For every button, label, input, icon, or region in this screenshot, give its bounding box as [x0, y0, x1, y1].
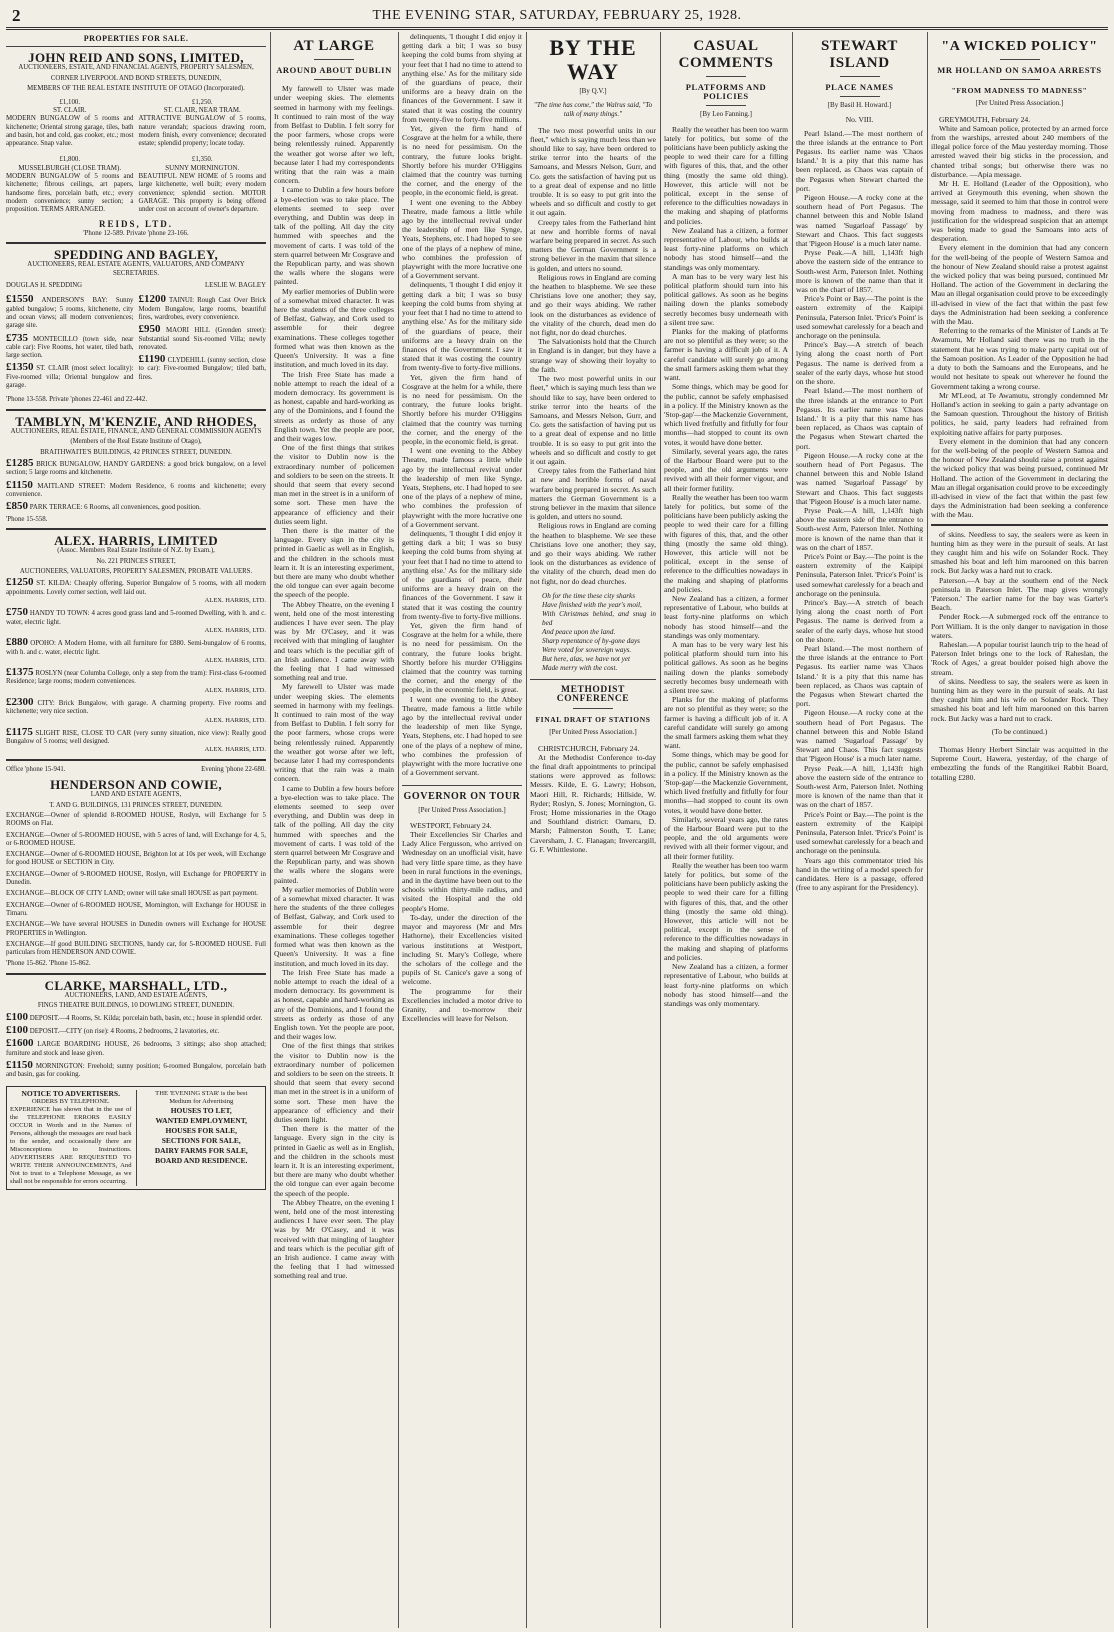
paragraph: A man has to be very wary lest his political platform should turn into his political gallows. As soon as he begins nailing down the planks somebody secretly becomes busy underneath with a silent tree saw.: [664, 639, 788, 695]
firm-phones: 'Phone 12-589. Private 'phone 23-166.: [83, 229, 189, 237]
paragraph: Prince's Bay.—A stretch of beach lying along the coast north of Port Pegasus. The name is derived from a sealer of the early days, whose hut stood on the shore.: [796, 340, 923, 387]
classifieds-section: [6, 32, 266, 1628]
byline: [By Leo Fanning.]: [700, 110, 752, 119]
masthead-rule: [6, 27, 1108, 28]
paragraph: Religious rows in England are coming the heathen to blaspheme. We see these Christians love one another; they say, and go their ways abiding. We rather look on the disturbances as evidence of the vitality of the church, dead men do not fight, nor do dead churches.: [530, 272, 656, 338]
exchange-listing: EXCHANGE—Owner of 5-ROOMED HOUSE, with 5 acres of land, will Exchange for 4, 5, or 6-ROOMED HOUSE.: [6, 831, 266, 847]
ad-text: MAITLAND STREET: Modern Residence, 6 rooms and kitchenette; every convenience.: [6, 482, 266, 498]
firm-footer: REIDS, LTD.: [99, 219, 173, 230]
column-divider: [398, 32, 399, 1628]
divider: [6, 528, 266, 530]
ad-category: HOUSES FOR SALE,: [165, 1125, 237, 1135]
property-ad: [6, 1026, 266, 1036]
series-number: No. VIII.: [845, 115, 874, 125]
property-ad: [6, 725, 266, 755]
ad-price: £1550: [6, 293, 34, 306]
ad-price: £1,100.: [59, 98, 81, 106]
ad-text: SLIGHT RISE, CLOSE TO CAR (very sunny situation, nice view): Really good Bungalow of 5 rooms; well designed.: [6, 729, 266, 746]
article-title: STEWART ISLAND: [820, 38, 899, 71]
property-ad: [6, 295, 134, 330]
paragraph: delinquents, 'I thought I did enjoy it getting dark a bit; I was so busy keeping the cold bums from shying at your feet that I had no time to attend to anything else.' As for the military side of the guardians of peace, their uniforms are a heavy drain on the finances of the Government. I saw it stated that it was costing the country from twenty-five to forty-five millions.: [402, 32, 522, 124]
article-subtitle: PLATFORMS AND POLICIES: [685, 82, 767, 102]
firm-line: AUCTIONEERS, VALUATORS, PROPERTY SALESMEN, PROBATE VALUERS.: [19, 568, 253, 576]
paragraph: Pryse Peak.—A hill, 1,143ft high above the eastern side of the entrance to South-west Arm, Paterson Inlet. Nothing more is known of the name than that it was on the chart of 1857.: [796, 763, 923, 810]
paragraph: New Zealand has a citizen, a former representative of Labour, who builds at least forty-nine platforms on which nobody has stood himself—and the standings was only momentary.: [664, 593, 788, 640]
paragraph: Every element in the dominion that had any concern for the well-being of the people of Western Samoa and the honour of New Zealand should raise a protest against the wicked policy that was being pursued, continued Mr Holland. The action of the Government in declaring the Mau an illegal organisation could prove to be exceedingly ill-advised in view of the fact that within the past few days the Administration had been seeking a conference with the Mau.: [931, 436, 1108, 520]
ad-price: £950: [138, 323, 161, 336]
ad-price: £1600: [6, 1037, 34, 1050]
property-ad: [6, 1039, 266, 1058]
ad-text: MONTECILLO (town side, near cable car): Five Rooms, hot water, tiled bath, large section.: [6, 335, 134, 360]
ad-text: LARGE BOARDING HOUSE, 26 bedrooms, 3 sittings; also shop attached; furniture and stock and lease given.: [6, 1041, 266, 1057]
dateline: WESTPORT, February 24.: [410, 820, 492, 830]
paragraph: To-day, under the direction of the mayor and mayoress (Mr and Mrs Hathorne), their Excellencies visited various institutions at Westport, including St. Mary's College, where the scholars of the college and the pupils of St. Canice's gave a song of welcome.: [402, 912, 522, 987]
paragraph: The Abbey Theatre, on the evening I went, held one of the most interesting audiences I have ever seen. The play was by Mr O'Casey, and it was received with that mingling of laughter and tears which is the peculiar gift of an Irish audience. I came away with the feeling that I had witnessed something real and true.: [274, 1197, 394, 1281]
article-title: "A WICKED POLICY": [941, 39, 1098, 54]
ad-price: £750: [6, 606, 28, 619]
article-title: AT LARGE: [293, 38, 375, 54]
ad-text: BRICK BUNGALOW, HANDY GARDENS: a good brick bungalow, on a level section; 5 large rooms and kitchenette.: [6, 461, 266, 477]
firm-name: HENDERSON AND COWIE,: [50, 776, 222, 792]
divider: [6, 409, 266, 411]
exchange-listing: EXCHANGE—BLOCK OF CITY LAND; owner will take small HOUSE as part payment.: [6, 890, 258, 898]
paragraph: Similarly, several years ago, the rates of the Harbour Board were put to the people, and the old arguments were revived with all their former vigour, and all their former futility.: [664, 814, 788, 861]
paragraph: Years ago this commentator tried his hand in the writing of a model speech for candidates. Here is a passage, offered (free to any aspirant for the Presidency).: [796, 855, 923, 893]
paragraph: I went one evening to the Abbey Theatre, made famous a little while ago by the intellectual revival under the leadership of men like Synge, Yeats, Stephens, etc. I had hoped to see one of the plays of a nephew of mine, who combines the profession of playwright with the more lucrative one of a Government servant.: [402, 694, 522, 778]
article-subtitle: FINAL DRAFT OF STATIONS: [535, 715, 651, 725]
property-ad: [139, 99, 267, 149]
ad-price: £1175: [6, 725, 33, 738]
paragraph: New Zealand has a citizen, a former representative of Labour, who builds at least forty-nine platforms on which nobody has stood himself—and the standings was only momentary.: [664, 962, 788, 1008]
column-divider: [660, 32, 661, 1628]
partner-name: LESLIE W. BAGLEY: [205, 282, 266, 290]
poem-line: Made merry with the cost.: [542, 663, 618, 672]
poem-line: Sharp repentance of by-gone days: [542, 636, 640, 645]
article-title: CASUAL COMMENTS: [678, 38, 774, 71]
firm-spedding: [6, 247, 266, 405]
paragraph: Pryse Peak.—A hill, 1,143ft high above the eastern side of the entrance to South-west Arm, Paterson Inlet. Nothing more is known of the name than that it was on the chart of 1857.: [796, 505, 923, 552]
ad-agent: ALEX. HARRIS, LTD.: [204, 686, 266, 694]
notice-title: NOTICE TO ADVERTISERS.: [21, 1088, 120, 1098]
paragraph: Really the weather has been too warm lately for politics, but some of the politicians have been publicly asking the people to wed their care for a filling with figures of this, that, and the other thing (mostly the same old thing). However, this article will not be political, except in the sense of reference to the difficulties nowadays in the making and shaping of platforms and policies.: [664, 860, 788, 962]
article-stewart-island: [796, 32, 923, 1628]
ad-price: £1,350.: [191, 156, 213, 164]
article-by-the-way: [530, 32, 656, 1628]
paragraph: I came to Dublin a few hours before a bye-election was to take place. The elements seemed to seep over everything, and Dublin was deep in talk of the polling. All day the city hummed with speeches and the movement of carts. I was told of the stern quarrel between Mr Cosgrave and the Republican party, and was shown the walls where the slogans were painted.: [274, 185, 394, 287]
property-ad: [139, 325, 267, 352]
exchange-listing: EXCHANGE—If good BUILDING SECTIONS, handy car, for 5-ROOMED HOUSE. Full particulars from HENDERSON AND COWIE.: [6, 940, 266, 957]
property-ad: [6, 502, 266, 512]
ad-price: £1150: [6, 1059, 33, 1072]
paragraph: Pender Rock.—A submerged rock off the entrance to Port William. It is the only danger to navigation in those waters.: [931, 612, 1108, 640]
column-divider: [270, 32, 271, 1628]
newspaper-title: THE EVENING STAR, SATURDAY, FEBRUARY 25, 1928.: [372, 8, 742, 23]
paragraph: Really the weather has been too warm lately for politics, but some of the politicians have been publicly asking the people to wed their care for a filling with figures of this, that, and the other thing (mostly the same old thing). However, this article will not be political, except in the sense of reference to the difficulties nowadays in the making and shaping of platforms and policies.: [664, 124, 788, 226]
firm-phones: 'Phone 13-558. Private 'phones 22-461 and 22-442.: [6, 396, 148, 404]
press-association: [Per United Press Association.]: [418, 805, 506, 814]
property-ad: [6, 608, 266, 635]
exchange-listing: EXCHANGE—Owner of 9-ROOMED HOUSE, Roslyn, will Exchange for PROPERTY in Dunedin.: [6, 870, 266, 887]
property-ad: [6, 459, 266, 478]
notice-to-advertisers: [10, 1090, 132, 1186]
property-ad: [6, 695, 266, 725]
ad-price: £1,250.: [191, 98, 213, 106]
property-ad: [139, 295, 267, 322]
paragraph: New Zealand has a citizen, a former representative of Labour, who builds at least forty-nine platforms on which nobody has stood himself—and the standings was only momentary.: [664, 225, 788, 272]
ad-price: £1375: [6, 666, 34, 679]
paragraph: Creepy tales from the Fatherland hint at new and horrible forms of naval warfare being prepared in secret. As such matters the German Government is a strong believer in the maxim that silence is golden, and utters no sound.: [530, 217, 656, 273]
ad-text: CLYDEHILL (sunny section, close to car): Five-roomed Bungalow; tiled bath, fires.: [138, 357, 266, 381]
paragraph: Pigeon House.—A rocky cone at the southern head of Port Pegasus. The channel between this and Noble Island was named 'Sugarloaf Passage' by Stewart and Chaos. This fact suggests that 'Pigeon House' is a much later name.: [796, 450, 923, 506]
firm-line: BRAITHWAITE'S BUILDINGS, 42 PRINCES STREET, DUNEDIN.: [40, 448, 232, 456]
paragraph: The two most powerful units in our fleet," which is saying much less than we should like to say, have been ordered to strike terror into the hearts of the Samoans, and Messrs Nelson, Gurr, and Co. gets the satisfaction of having put us to a great deal of expense and no little trouble. It is so easy to put grit into the wheels and so difficult and costly to get it out again.: [530, 374, 656, 466]
paragraph: Pigeon House.—A rocky cone at the southern head of Port Pegasus. The channel between this and Noble Island was named 'Sugarloaf Passage' by Stewart and Chaos. This fact suggests that 'Pigeon House' is a much later name.: [796, 708, 923, 764]
column-divider: [927, 32, 928, 1628]
ad-price: £1285: [6, 457, 34, 470]
paragraph: Yet, given the firm hand of Cosgrave at the helm for a while, there is no need for pessimism. On the contrary, the future looks bright. Shortly before his murder O'Higgins claimed that the country was turning the corner, and the energy of the people, in the economic field, is great.: [402, 124, 522, 198]
property-ad: [6, 1010, 266, 1023]
paragraph: The Abbey Theatre, on the evening I went, held one of the most interesting audiences I have ever seen. The play was by Mr O'Casey, and it was received with that mingling of laughter and tears which is the peculiar gift of an Irish audience. I came away with the feeling that I had witnessed something real and true.: [274, 599, 394, 683]
firm-line: T. AND G. BUILDINGS, 131 PRINCES STREET, DUNEDIN.: [49, 801, 223, 809]
firm-name: JOHN REID AND SONS, LIMITED,: [28, 50, 244, 66]
firm-line: (Members of the Real Estate Institute of Otago),: [70, 438, 202, 446]
ad-text: ANDERSON'S BAY: Sunny gabled bungalow; 5 rooms, kitchenette, city and ocean views; all modern conveniences; garage site.: [6, 297, 134, 330]
firm-henderson: [6, 765, 266, 969]
ad-price: £100: [6, 1024, 28, 1037]
poem-line: Have finished with the year's moil,: [542, 600, 642, 609]
ad-agent: ALEX. HARRIS, LTD.: [204, 716, 266, 724]
paragraph: Pryse Peak.—A hill, 1,143ft high above the eastern side of the entrance to South-west Arm, Paterson Inlet. Nothing more is known of the name than that it was on the chart of 1857.: [796, 248, 923, 295]
article-title: GOVERNOR ON TOUR: [403, 791, 521, 803]
poem-line: With Christmas behind, and snug in bed: [542, 609, 656, 627]
paragraph: The Irish Free State has made a noble attempt to reach the ideal of a modern democracy. Its government is as honest, capable and hard-working as any of the Dominions, and I found the streets as orderly as those of any English town. Yet the people are poor, and their wages low.: [274, 369, 394, 443]
paragraph: The programme for their Excellencies included a motor drive to Granity, and to-morrow their Excellencies will leave for Nelson.: [402, 986, 522, 1024]
ad-category: BOARD AND RESIDENCE.: [155, 1155, 248, 1165]
firm-line: MEMBERS OF THE REAL ESTATE INSTITUTE OF OTAGO (Incorporated).: [27, 85, 245, 93]
firm-harris: [6, 533, 266, 755]
paragraph: Really the weather has been too warm lately for politics, but some of the politicians have been publicly asking the people to wed their care for a filling with figures of this, that, and the other thing (mostly the same old thing). However, this article will not be political, except in the sense of reference to the difficulties nowadays in the making and shaping of platforms and policies.: [664, 492, 788, 594]
property-ad: [6, 668, 266, 695]
paragraph: Thomas Henry Herbert Sinclair was acquitted in the Supreme Court, Hawera, yesterday, of the charge of embezzling the funds of the Rangitikei Rabbit Board, totalling £280.: [931, 745, 1108, 782]
paragraph: Price's Point or Bay.—The point is the eastern extremity of the Kaipipi Peninsula, Paterson Inlet. 'Price's Point' is used somewhat carelessly for a beach and anchorage on the peninsula.: [796, 294, 923, 341]
exchange-listing: EXCHANGE—Owner of 6-ROOMED HOUSE, Brighton lot at 10s per week, will Exchange for good HOUSE or SECTION in City.: [6, 851, 266, 867]
dateline: CHRISTCHURCH, February 24.: [538, 743, 640, 753]
article-at-large: [274, 32, 394, 1628]
ad-agent: ALEX. HARRIS, LTD.: [204, 656, 266, 664]
evening-phone: Evening 'phone 22-680.: [201, 765, 266, 773]
notice-body: EXPERIENCE has shown that in the use of the TELEPHONE ERRORS EASILY OCCUR in Words and in the Names of Persons, although the messages are read back to the sender, and occasionally there are Misconceptions to Instructions. ADVERTISERS ARE REQUESTED TO WRITE THEIR ANNOUNCEMENTS, And Not to trust to a Telephone Message, as we shall not be responsible for errors occurring.: [10, 1105, 132, 1185]
ad-agent: ALEX. HARRIS, LTD.: [204, 626, 266, 634]
epigraph: "The time has come," the Walrus said, "To talk of many things.": [533, 101, 653, 119]
paragraph: The Irish Free State has made a noble attempt to reach the ideal of a modern democracy. Its government is as honest, capable and hard-working as any of the Dominions, and I found the streets as orderly as those of any English town. Yet the people are poor, and their wages low.: [274, 967, 394, 1042]
paragraph: My earlier memories of Dublin were of a somewhat mixed character. It was here the students of the three colleges of Belfast, Galway, and Cork used to assemble for their degree examinations. These colleges together formed what was then known as the Queen's University. It was a fine institution, and much loved in its day.: [274, 286, 394, 370]
ad-text: PARK TERRACE: 6 Rooms, all conveniences, good position.: [29, 504, 201, 512]
ad-category: HOUSES TO LET,: [170, 1105, 232, 1115]
paragraph: of skins. Needless to say, the sealers were as keen in hunting him as they were in the pursuit of seals. At last they caught him and his wife on Solander Rock. They smashed his boat and left him marooned on this barren rock. But Jacky was a hard nut to crack.: [931, 529, 1108, 576]
ad-text: ST. KILDA: Cheaply offering, Superior Bungalow of 5 rooms, with all modern appointments. Lovely corner section, well laid out.: [6, 580, 266, 596]
firm-name: TAMBLYN, M'KENZIE, AND RHODES,: [15, 413, 257, 429]
property-ad: [6, 478, 266, 500]
firm-line: AUCTIONEERS, LAND, AND ESTATE AGENTS,: [64, 992, 208, 1000]
ad-price: £880: [6, 636, 28, 649]
property-ad: [139, 355, 267, 382]
poem-line: And peace upon the land.: [542, 627, 616, 636]
firm-line: AUCTIONEERS, ESTATE, AND FINANCIAL AGENTS, PROPERTY SALESMEN,: [18, 64, 254, 72]
ad-head: SUNNY MORNINGTON.: [165, 164, 240, 172]
article-quote: "FROM MADNESS TO MADNESS": [951, 86, 1088, 96]
article-casual-comments: [664, 32, 788, 1628]
notice-subtitle: ORDERS BY TELEPHONE.: [31, 1097, 110, 1105]
paragraph: Their Excellencies Sir Charles and Lady Alice Fergusson, who arrived on Wednesday on an unofficial visit, have had very little spare time, as they have been in rural functions in the evenings, and in the daytime have been out to the schools within thirty-mile radius, and visited the Hospital and the old people's Home.: [402, 830, 522, 913]
firm-line: CORNER LIVERPOOL AND BOND STREETS, DUNEDIN,: [50, 74, 222, 82]
ad-agent: ALEX. HARRIS, LTD.: [204, 746, 266, 754]
paragraph: I went one evening to the Abbey Theatre, made famous a little while ago by the intellectual revival under the leadership of men like Synge, Yeats, Stephens, etc. I had hoped to see one of the plays of a nephew of mine, who combines the profession of playwright with the more lucrative one of a Government servant.: [402, 197, 522, 281]
paragraph: My earlier memories of Dublin were of a somewhat mixed character. It was here the students of the three colleges of Belfast, Galway, and Cork used to assemble for their degree examinations. These colleges together formed what was then known as the Queen's University. It was a fine institution, and much loved in its day.: [274, 884, 394, 968]
section-heading: PROPERTIES FOR SALE.: [83, 34, 189, 43]
byline: [By Basil H. Howard.]: [827, 101, 892, 110]
notice-subtitle: Medium for Advertising: [169, 1097, 234, 1105]
poem-line: Were voted for sovereign ways.: [542, 645, 632, 654]
firm-reid: [6, 50, 266, 238]
paragraph: Every element in the dominion that had any concern for the well-being of the people of Western Samoa and the honour of New Zealand should raise a protest against the wicked policy that was being pursued, continued Mr Holland. The action of the Government in declaring the Mau an illegal organisation could prove to be exceedingly ill-advised in view of the fact that within the past few days the Administration had been seeking a conference with the Mau.: [931, 243, 1108, 327]
firm-clarke: [6, 977, 266, 1080]
ad-price: £100: [6, 1010, 28, 1023]
paragraph: Raheslan.—A popular tourist launch trip to the head of Paterson Inlet brings one to the lock of Raheslan, the 'Rock of Ages,' a great boulder poised high above the stream.: [931, 639, 1108, 677]
ad-text: DEPOSIT.—4 Rooms, St. Kilda; porcelain bath, basin, etc.; house in splendid order.: [29, 1014, 263, 1022]
ad-price: £2300: [6, 695, 34, 708]
ad-price: £735: [6, 331, 28, 344]
paragraph: Planks for the making of platforms are not so plentiful as they were; so the farmer is having a difficult job of it. A careful candidate will surely go among the small farmers asking them what they want.: [664, 695, 788, 751]
paragraph: Religious rows in England are coming the heathen to blaspheme. We see these Christians love one another; they say, and go their ways abiding. We rather look on the disturbances as evidence of the vitality of the church, dead men do not fight, nor do dead churches.: [530, 521, 656, 586]
article-subtitle: PLACE NAMES: [825, 82, 894, 92]
dateline: GREYMOUTH, February 24.: [939, 114, 1031, 124]
property-ad: [6, 638, 266, 665]
page-number: 2: [12, 6, 21, 25]
poem: [542, 592, 656, 673]
ad-text: BEAUTIFUL NEW HOME of 5 rooms and large kitchenette, well built; every modern convenience; splendid section. MOTOR GARAGE. This property is being offered under cost on account of owner's departure.: [138, 173, 266, 214]
paragraph: My farewell to Ulster was made under weeping skies. The elements seemed in harmony with my feelings. It continued to rain most of the way from Belfast to Dublin. I felt sorry for the poor farmers, whose crops were being relentlessly ruined. Apparently the weather got worse after we left, because later I had my correspondents writing that the rain was a main concern.: [274, 84, 394, 186]
firm-line: AUCTIONEERS, REAL ESTATE, FINANCE, AND GENERAL COMMISSION AGENTS: [10, 427, 262, 435]
poem-line: But here, alas, we have not yet: [542, 654, 630, 663]
ad-text: ROSLYN (near Columba College, only a step from the tram): First-class 6-roomed Residence; large rooms; modern conveniences.: [6, 670, 266, 686]
property-ad: [6, 578, 266, 605]
ad-text: ATTRACTIVE BUNGALOW of 5 rooms, nature verandah; spacious drawing room, modern finish, every convenience; decorated estate; splendid property; locate today.: [138, 115, 266, 148]
property-ad: [6, 156, 134, 214]
firm-line: FINGS THEATRE BUILDINGS, 10 DOWLING STREET, DUNEDIN.: [37, 1002, 235, 1010]
ad-text: MAORI HILL (Grenden street): Substantial sound Six-roomed Villa; newly renovated.: [138, 327, 266, 351]
paragraph: Price's Point or Bay.—The point is the eastern extremity of the Kaipipi Peninsula, Paterson Inlet. 'Price's Point' is used somewhat carelessly for a beach and anchorage on the peninsula.: [796, 551, 923, 598]
paragraph: Mr M'Leod, at Te Awamutu, strongly condemned Mr Holland's action in seeking to gain a party advantage on the Samoan question. Throughout the history of British politics, he said, party leaders had refrained from exploiting native affairs for party purposes.: [931, 390, 1108, 437]
article-title: METHODIST CONFERENCE: [556, 684, 630, 704]
paragraph: Yet, given the firm hand of Cosgrave at the helm for a while, there is no need for pessimism. On the contrary, the future looks bright. Shortly before his murder O'Higgins claimed that the country was turning the corner, and the energy of the people, in the economic field, is great.: [402, 372, 522, 446]
ad-text: HANDY TO TOWN: 4 acres good grass land and 5-roomed Dwelling, with h. and c. water, electric light.: [6, 610, 266, 626]
paragraph: Referring to the remarks of the Minister of Lands at Te Awamutu, Mr Holland said there was no truth in the statement that he was trying to make party capital out of the Samoan position. As Leader of the Opposition he had a duty to both the Samoans and the Europeans, and he would not hesitate to speak out wherever he found the Government taking a wrong course.: [931, 326, 1108, 391]
paragraph: Some things, which may be good for the public, cannot be safely emphasised in a policy. If the Ministry known as the 'Stop-gap'—the Mackenzie Government, which lived fretfully and fitfully for four months—had stopped to count its own votes, it would have done better.: [664, 750, 788, 815]
exchange-listing: EXCHANGE—We have several HOUSES in Dunedin owners will Exchange for HOUSE PROPERTIES in Wellington.: [6, 921, 266, 937]
column-divider: [792, 32, 793, 1628]
firm-phones: 'Phone 15-558.: [6, 515, 48, 523]
ad-category: DAIRY FARMS FOR SALE,: [154, 1145, 248, 1155]
ad-agent: ALEX. HARRIS, LTD.: [204, 597, 266, 605]
ad-text: MORNINGTON: Freehold; sunny position; 6-roomed Bungalow, porcelain bath and basin, gas for cooking.: [6, 1063, 266, 1079]
article-wicked-policy: [931, 32, 1108, 1628]
paragraph: A man has to be very wary lest his political platform should turn into his political gallows. As soon as he begins nailing down the planks somebody secretly becomes busy underneath with a silent tree saw.: [664, 271, 788, 327]
ad-head: MUSSELBURGH (CLOSE TRAM).: [18, 164, 122, 172]
article-subtitle: MR HOLLAND ON SAMOA ARRESTS: [937, 65, 1102, 75]
paragraph: Price's Point or Bay.—The point is the eastern extremity of the Kaipipi Peninsula, Paterson Inlet. 'Price's Point' is used somewhat carelessly for a beach and anchorage on the peninsula.: [796, 809, 923, 856]
paragraph: Then there is the matter of the language. Every sign in the city is printed in Gaelic as well as in English, and the children in the schools must learn it. It is an interesting experiment, but there are many who doubt whether the old tongue can ever again become the speech of the people.: [274, 525, 394, 600]
press-association: [Per United Press Association.]: [549, 728, 637, 737]
ad-text: DEPOSIT.—CITY (on rise): 4 Rooms, 2 bedrooms, 2 lavatories, etc.: [29, 1028, 220, 1036]
article-continuation: [402, 32, 522, 1628]
ad-price: £1250: [6, 576, 34, 589]
paragraph: Paterson.—A bay at the southern end of the Neck peninsula in Paterson Inlet. The map gives wrongly 'Paterson.' The earlier name for the bay was Garter's Beach.: [931, 575, 1108, 613]
paragraph: Yet, given the firm hand of Cosgrave at the helm for a while, there is no need for pessimism. On the contrary, the future looks bright. Shortly before his murder O'Higgins claimed that the country was turning the corner, and the energy of the people, in the economic field, is great.: [402, 621, 522, 695]
ad-category: WANTED EMPLOYMENT,: [155, 1115, 248, 1125]
divider: [6, 973, 266, 975]
paragraph: One of the first things that strikes the visitor to Dublin now is the extraordinary number of policemen and soldiers to be seen on the streets. It should that seem that every second man met in the street is in a uniform of some sort. These men have the appearance of efficiency and their duties seem light.: [274, 443, 394, 526]
divider: [6, 242, 266, 244]
ad-head: ST. CLAIR.: [53, 106, 87, 114]
firm-line: LAND AND ESTATE AGENTS,: [90, 791, 182, 799]
ad-text: ST. CLAIR (most select locality): Five-roomed villa; Oriental bungalow and garage.: [6, 365, 134, 389]
article-title: BY THE WAY: [549, 35, 637, 84]
byline: [By Q.V.]: [579, 87, 607, 95]
notices-box: [6, 1086, 266, 1190]
ad-price: £1,800.: [59, 156, 81, 164]
paragraph: Pearl Island.—The most northern of the three islands at the entrance to Port Pegasus. Its earlier name was 'Chaos Island.' It is a pity that this name has been replaced, as Chaos was captain of the Pegasus when Stewart charted the port.: [796, 128, 923, 193]
paragraph: Similarly, several years ago, the rates of the Harbour Board were put to the people, and the old arguments were revived with all their former vigour, and all their former futility.: [664, 446, 788, 493]
property-ad: [6, 363, 134, 390]
ad-head: ST. CLAIR, NEAR TRAM.: [163, 106, 241, 114]
evening-star-notice: [136, 1090, 263, 1186]
masthead-rule-2: [6, 29, 1108, 30]
continued-note: (To be continued.): [991, 726, 1048, 736]
property-ad: [6, 331, 134, 361]
firm-name: SPEDDING AND BAGLEY,: [53, 247, 219, 263]
firm-line: No. 221 PRINCES STREET,: [96, 557, 176, 565]
paragraph: Prince's Bay.—A stretch of beach lying along the coast north of Port Pegasus. The name is derived from a sealer of the early days, whose hut stood on the shore.: [796, 597, 923, 644]
paragraph: Pigeon House.—A rocky cone at the southern head of Port Pegasus. The channel between this and Noble Island was named 'Sugarloaf Passage' by Stewart and Chaos. This fact suggests that 'Pigeon House' is a much later name.: [796, 193, 923, 249]
exchange-listing: EXCHANGE—Owner of 6-ROOMED HOUSE, Mornington, will Exchange for HOUSE in Timaru.: [6, 901, 266, 917]
office-phone: Office 'phone 15-941.: [6, 765, 66, 773]
ad-text: OPOHO: A Modern Home, with all furniture for £880. Semi-bungalow of 6 rooms, with h. and c. water, electric light.: [6, 640, 266, 656]
paragraph: Planks for the making of platforms are not so plentiful as they were; so the farmer is having a difficult job of it. A careful candidate will surely go among the small farmers asking them what they want.: [664, 327, 788, 383]
paragraph: of skins. Needless to say, the sealers were as keen in hunting him as they were in the pursuit of seals. At last they caught him and his wife on Solander Rock. They smashed his boat and left him marooned on this barren rock. But Jacky was a hard nut to crack.: [931, 676, 1108, 723]
paragraph: Mr H. E. Holland (Leader of the Opposition), who arrived at Greymouth this evening, when shown the message, said it seemed to him that those in control were moving from madness to madness, and there was justification for the widespread suspicion that an attempt was being made to goad the Samoans into acts of desperation.: [931, 179, 1108, 244]
firm-phones: 'Phone 15-862. 'Phone 15-862.: [6, 960, 91, 968]
property-ad: [6, 1061, 266, 1080]
paragraph: Creepy tales from the Fatherland hint at new and horrible forms of naval warfare being prepared in secret. As such matters the German Government is a strong believer in the maxim that silence is golden, and utters no sound.: [530, 466, 656, 522]
paragraph: Then there is the matter of the language. Every sign in the city is printed in Gaelic as well as in English, and the children in the schools must learn it. It is an interesting experiment, but there are many who doubt whether the old tongue can ever again become the speech of the people.: [274, 1124, 394, 1198]
masthead: [6, 6, 1108, 26]
exchange-listing: EXCHANGE—Owner of splendid 8-ROOMED HOUSE, Roslyn, will Exchange for 5 ROOMS on Flat.: [6, 811, 266, 828]
ad-price: £1150: [6, 478, 33, 491]
ad-text: MODERN BUNGALOW of 5 rooms and kitchenette; Oriental strong garage, tiles, bath and basin, hot and cold, gas cooker, etc.; most appearance. Snap value.: [6, 115, 134, 148]
paragraph: My farewell to Ulster was made under weeping skies. The elements seemed in harmony with my feelings. It continued to rain most of the way from Belfast to Dublin. I felt sorry for the poor farmers, whose crops were being relentlessly ruined. Apparently the weather got worse after we left, because later I had my correspondents writing that the rain was a main concern.: [274, 682, 394, 784]
firm-tamblyn: [6, 413, 266, 524]
firm-line: AUCTIONEERS, REAL ESTATE AGENTS, VALUATORS, AND COMPANY SECRETARIES.: [27, 261, 245, 277]
paragraph: Pearl Island.—The most northern of the three islands at the entrance to Port Pegasus. Its earlier name was 'Chaos Island.' It is a pity that this name has been replaced, as Chaos was captain of the Pegasus when Stewart charted the port.: [796, 643, 923, 709]
press-association: [Per United Press Association.]: [975, 99, 1064, 108]
divider: [6, 46, 266, 47]
firm-line: (Assoc. Members Real Estate Institute of N.Z. by Exam.),: [57, 547, 215, 555]
paragraph: delinquents, 'I thought I did enjoy it getting dark a bit; I was so busy keeping the cold bums from shying at your feet that I had no time to attend to anything else.' As for the military side of the guardians of peace, their uniforms are a heavy drain on the finances of the Government. I saw it stated that it was costing the country from twenty-five to forty-five millions.: [402, 528, 522, 621]
paragraph: Some things, which may be good for the public, cannot be safely emphasised in a policy. If the Ministry known as the 'Stop-gap'—the Mackenzie Government, which lived fretfully and fitfully for four months—had stopped to count its own votes, it would have done better.: [664, 382, 788, 447]
paragraph: At the Methodist Conference to-day the final draft appointments to principal stations were approved as follows: Messrs. Kilde, E. G. Lawry; Hobson, Maori Hill, R. Richards; Hillside, W. Ryder; Roslyn, S. Jones; Mornington, G. Frost; Home missionaries in the Otago and Southland district: Oamaru, D. Marsh; Palmerston South, T. Lane; Caversham, J. C. Flanagan; Invercargill, G. F. Whittlestone.: [530, 752, 656, 854]
paragraph: White and Samoan police, protected by an armed force from the warships, arrested about 240 members of the illegal police force of the Mau yesterday morning. Those arrested waved their big sticks in the procession, and chanted tribal songs; but otherwise there was no disturbance. —Apia message.: [931, 123, 1108, 179]
ad-price: £1200: [138, 293, 166, 306]
divider: [6, 759, 266, 761]
ad-price: £1190: [138, 353, 166, 366]
ad-text: MODERN BUNGALOW of 5 rooms and kitchenette; fibrous ceilings, art papers, handsome fires, porcelain bath, etc.; every modern convenience; sunny section; a proposition. TERMS ARRANGED.: [6, 173, 134, 214]
paragraph: delinquents, 'I thought I did enjoy it getting dark a bit; I was so busy keeping the cold bums from shying at your feet that I had no time to attend to anything else.' As for the military side of the guardians of peace, their uniforms are a heavy drain on the finances of the Government. I saw it stated that it was costing the country from twenty-five to forty-five millions.: [402, 280, 522, 373]
paragraph: Pearl Island.—The most northern of the three islands at the entrance to Port Pegasus. Its earlier name was 'Chaos Island.' It is a pity that this name has been replaced, as Chaos was captain of the Pegasus when Stewart charted the port.: [796, 386, 923, 451]
ad-price: £1350: [6, 361, 34, 374]
poem-line: Oh for the time these city sharks: [542, 591, 636, 600]
property-ad: [139, 156, 267, 214]
article-subtitle: AROUND ABOUT DUBLIN: [276, 65, 392, 75]
paragraph: I went one evening to the Abbey Theatre, made famous a little while ago by the intellectual revival under the leadership of men like Synge, Yeats, Stephens, etc. I had hoped to see one of the plays of a nephew of mine, who combines the profession of playwright with the more lucrative one of a Government servant.: [402, 446, 522, 529]
ad-category: SECTIONS FOR SALE,: [161, 1135, 241, 1145]
notice-title: THE 'EVENING STAR' is the best: [155, 1089, 248, 1097]
column-divider: [526, 32, 527, 1628]
paragraph: One of the first things that strikes the visitor to Dublin now is the extraordinary number of policemen and soldiers to be seen on the streets. It should that seem that every second man met in the street is in a uniform of some sort. These men have the appearance of efficiency and their duties seem light.: [274, 1041, 394, 1124]
paragraph: The Salvationists hold that the Church in England is in danger, but they have a strange way of showing their loyalty to the faith.: [530, 337, 656, 374]
firm-name: CLARKE, MARSHALL, LTD.,: [44, 977, 228, 993]
ad-text: TAINUI: Rough Cast Over Brick Modern Bungalow, large rooms, beautiful fires, wardrobes, every convenience.: [138, 297, 266, 321]
firm-name: ALEX. HARRIS, LIMITED: [54, 533, 218, 548]
paragraph: The two most powerful units in our fleet," which is saying much less than we should like to say, have been ordered to strike terror into the hearts of the Samoans, and Messrs Nelson, Gurr, and Co. gets the satisfaction of having put us to a great deal of expense and no little trouble. It is so easy to put grit into the wheels and so difficult and costly to get it out again.: [530, 125, 656, 218]
partner-name: DOUGLAS H. SPEDDING: [6, 282, 83, 290]
ad-price: £850: [6, 500, 28, 513]
property-ad: [6, 99, 134, 149]
paragraph: I came to Dublin a few hours before a bye-election was to take place. The elements seemed to seep over everything, and Dublin was deep in talk of the polling. All day the city hummed with speeches and the movement of carts. I was told of the stern quarrel between Mr Cosgrave and the Republican party, and was shown the walls where the slogans were painted.: [274, 783, 394, 885]
ad-text: CITY: Brick Bungalow, with garage. A charming property. Five rooms and kitchenette; very nice section.: [6, 699, 266, 716]
